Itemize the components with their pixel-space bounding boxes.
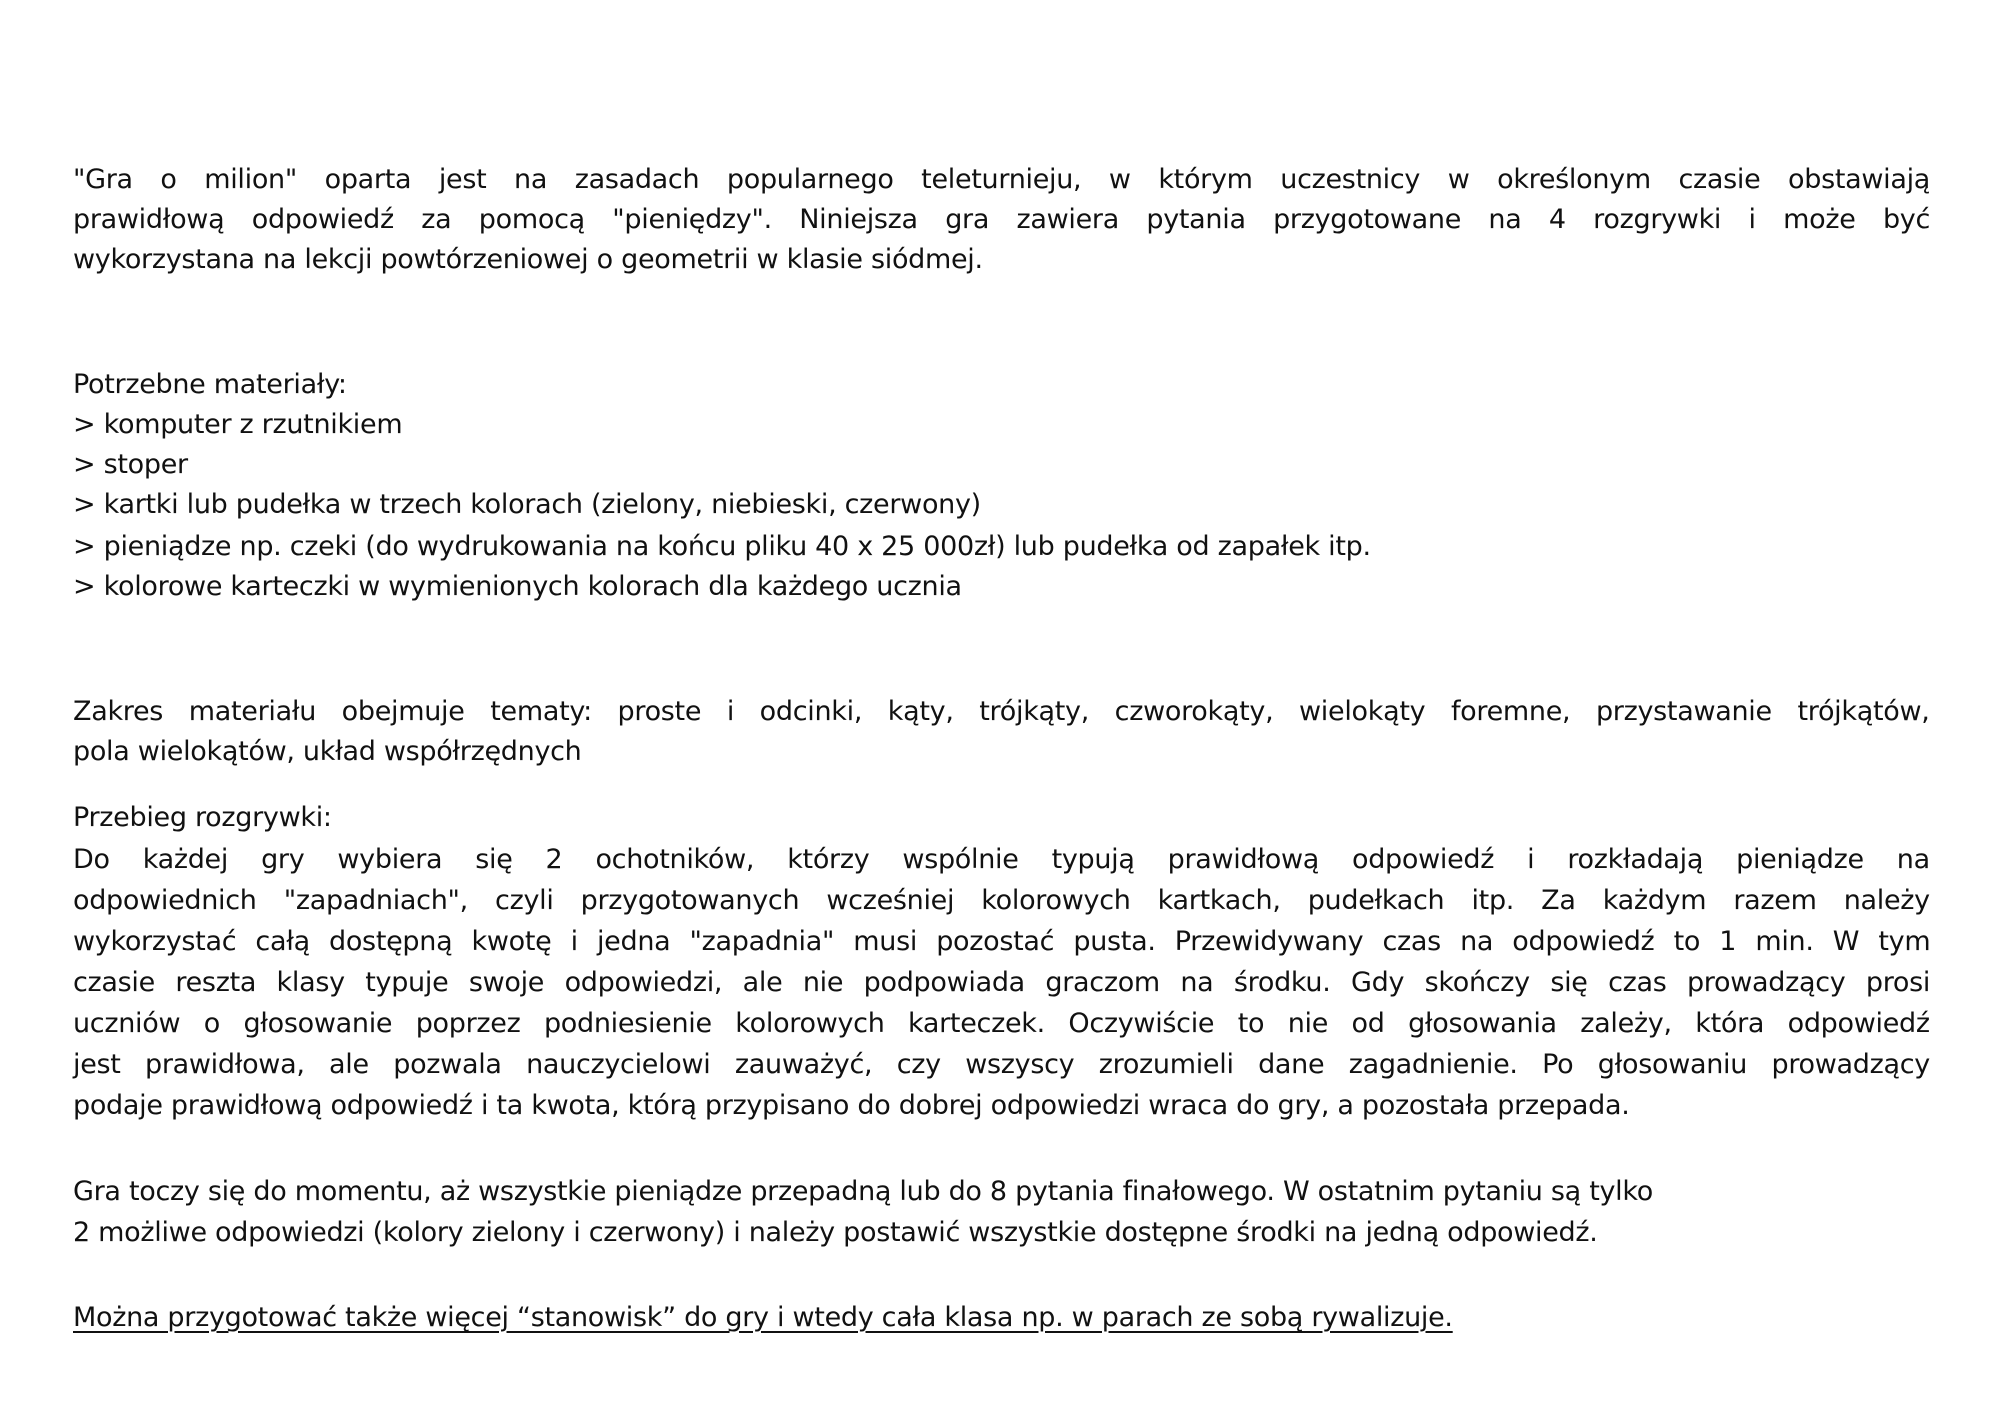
materials-item: > stoper <box>73 449 188 480</box>
materials-item: > pieniądze np. czeki (do wydrukowania na końcu pliku 40 x 25 000zł) lub pudełka od zapałek itp. <box>73 531 1371 562</box>
materials-item: > komputer z rzutnikiem <box>73 409 403 440</box>
ending-line: Gra toczy się do momentu, aż wszystkie pieniądze przepadną lub do 8 pytania finałowego. W ostatnim pytaniu są tylko <box>73 1176 1653 1207</box>
materials-item: > kartki lub pudełka w trzech kolorach (zielony, niebieski, czerwony) <box>73 489 981 520</box>
gameplay-heading: Przebieg rozgrywki: <box>73 802 332 833</box>
intro-line: "Gra o milion" oparta jest na zasadach popularnego teleturnieju, w którym uczestnicy w określonym czasie obstawiają <box>73 164 1931 195</box>
materials-item: > kolorowe karteczki w wymienionych kolorach dla każdego ucznia <box>73 571 962 602</box>
gameplay-line: czasie reszta klasy typuje swoje odpowiedzi, ale nie podpowiada graczom na środku. Gdy skończy się czas prowadzący prosi <box>73 967 1931 998</box>
intro-line: prawidłową odpowiedź za pomocą "pieniędzy". Niniejsza gra zawiera pytania przygotowane na 4 rozgrywki i może być <box>73 204 1931 235</box>
gameplay-line: jest prawidłowa, ale pozwala nauczycielowi zauważyć, czy wszyscy zrozumieli dane zagadnienie. Po głosowaniu prowadzący <box>73 1049 1930 1080</box>
gameplay-line: uczniów o głosowanie poprzez podniesienie kolorowych karteczek. Oczywiście to nie od głosowania zależy, która odpowiedź <box>73 1008 1930 1039</box>
scope-line: pola wielokątów, układ współrzędnych <box>73 736 582 767</box>
materials-heading: Potrzebne materiały: <box>73 369 347 400</box>
note-underlined: Można przygotować także więcej “stanowisk” do gry i wtedy cała klasa np. w parach ze sobą rywalizuje. <box>73 1302 1453 1333</box>
ending-line: 2 możliwe odpowiedzi (kolory zielony i czerwony) i należy postawić wszystkie dostępne środki na jedną odpowiedź. <box>73 1217 1598 1248</box>
gameplay-line: podaje prawidłową odpowiedź i ta kwota, którą przypisano do dobrej odpowiedzi wraca do gry, a pozostała przepada. <box>73 1090 1630 1121</box>
gameplay-line: Do każdej gry wybiera się 2 ochotników, którzy wspólnie typują prawidłową odpowiedź i rozkładają pieniądze na <box>73 844 1930 875</box>
gameplay-line: odpowiednich "zapadniach", czyli przygotowanych wcześniej kolorowych kartkach, pudełkach itp. Za każdym razem należy <box>73 885 1930 916</box>
gameplay-line: wykorzystać całą dostępną kwotę i jedna "zapadnia" musi pozostać pusta. Przewidywany czas na odpowiedź to 1 min. W tym <box>73 926 1931 957</box>
scope-line: Zakres materiału obejmuje tematy: proste i odcinki, kąty, trójkąty, czworokąty, wielokąty foremne, przystawanie trójkątów, <box>73 696 1930 727</box>
intro-line: wykorzystana na lekcji powtórzeniowej o geometrii w klasie siódmej. <box>73 244 983 275</box>
